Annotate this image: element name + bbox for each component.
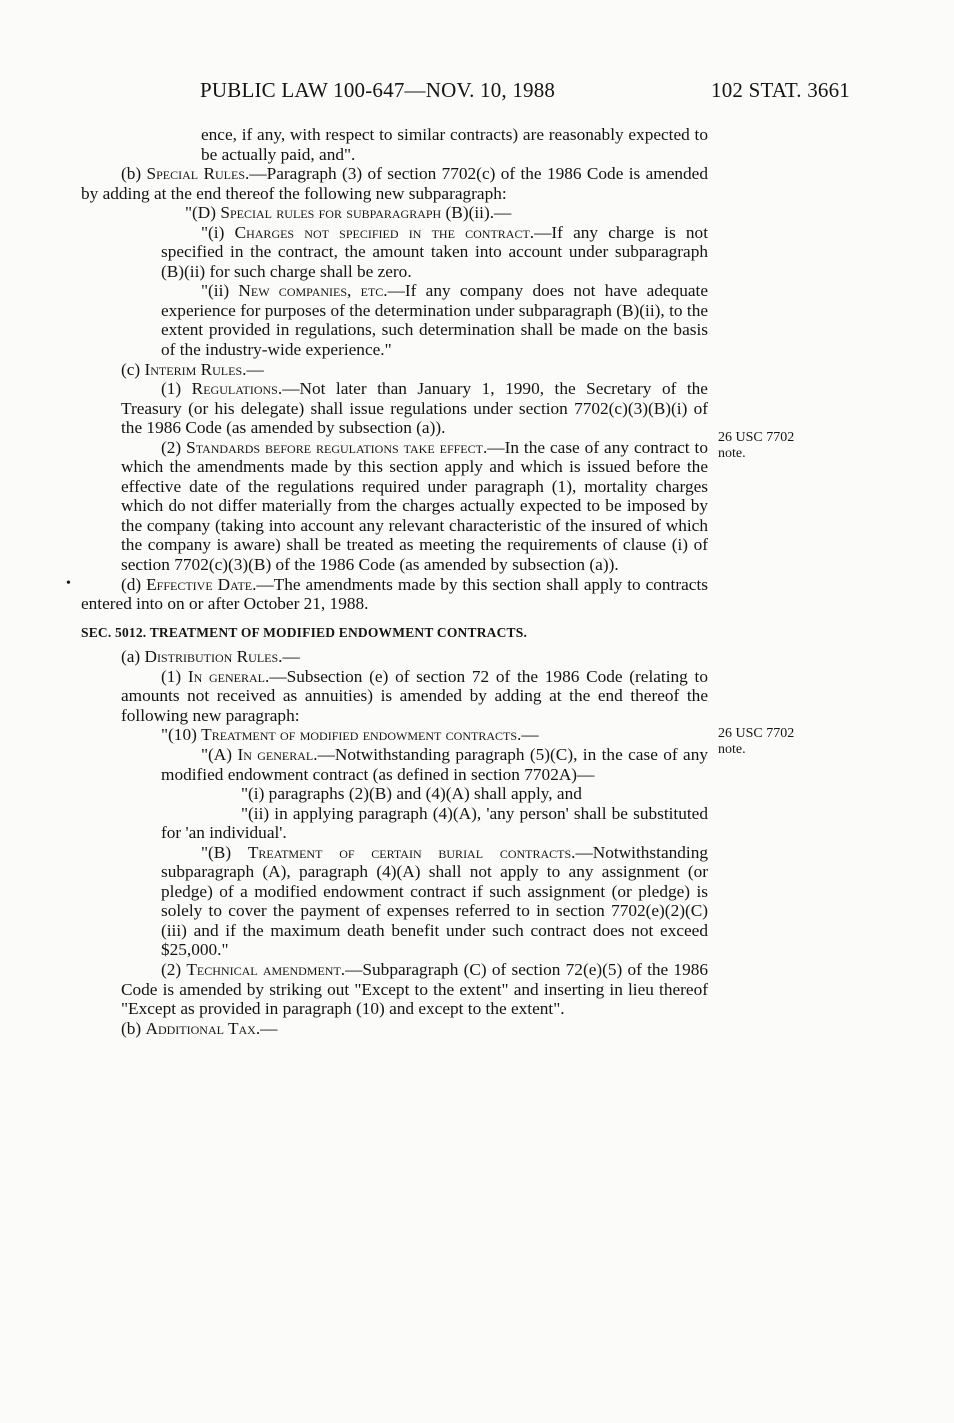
paragraph-heading: Effective Date. xyxy=(146,574,257,594)
paragraph xyxy=(81,360,708,380)
paragraph-label: (a) xyxy=(121,647,145,667)
paragraph-label: (b) xyxy=(121,1018,146,1038)
paragraph-label: "(ii) xyxy=(201,281,239,301)
paragraph xyxy=(81,223,708,282)
paragraph-heading: Standards before regulations take effect. xyxy=(186,437,488,457)
paragraph xyxy=(81,575,708,614)
paragraph-heading: Treatment of modified endowment contracts. xyxy=(201,725,522,745)
paragraph-label: "(D) xyxy=(185,203,221,223)
paragraph-heading: Treatment of certain burial contracts. xyxy=(247,842,576,862)
paragraph xyxy=(81,379,708,438)
paragraph-heading: New companies, etc. xyxy=(238,281,388,301)
margin-note-usc xyxy=(718,430,828,462)
page-header xyxy=(200,78,850,104)
paragraph xyxy=(81,725,708,745)
paragraph xyxy=(81,804,708,843)
paragraph-text: "(i) paragraphs (2)(B) and (4)(A) shall apply, and xyxy=(241,784,582,804)
paragraph-text: —Not later than January 1, 1990, the Secretary of the Treasury (or his delegate) shall issue regulations under section 7702(c)(3)(B)(i) of the 1986 Code (as amended by subsection (a)). xyxy=(121,379,708,438)
paragraph-label: (1) xyxy=(161,379,192,399)
paragraph-label: "(A) xyxy=(201,744,238,764)
margin-note-line2: note. xyxy=(718,446,746,461)
paragraph-label: "(10) xyxy=(161,725,202,745)
paragraph-label: (2) xyxy=(161,959,187,979)
paragraph-text: —If any charge is not specified in the contract, the amount taken into account under subparagraph (B)(ii) for such charge shall be zero. xyxy=(161,222,709,281)
paragraph-text: —If any company does not have adequate experience for purposes of the determination under subparagraph (B)(ii), to the extent provided in regulations, such determination shall be made on the basis of the industry-wide experience." xyxy=(161,281,708,360)
paragraph xyxy=(81,667,708,726)
paragraph xyxy=(81,438,708,575)
paragraph-text: —Subparagraph (C) of section 72(e)(5) of the 1986 Code is amended by striking out "Except to the extent" and inserting in lieu thereof "Except as provided in paragraph (10) and except to the extent". xyxy=(121,959,708,1019)
paragraph xyxy=(81,203,708,223)
paragraph xyxy=(81,784,708,804)
paragraph-heading: Technical amendment. xyxy=(186,959,346,979)
paragraph-label: (2) xyxy=(161,437,187,457)
paragraph-text: — xyxy=(282,647,300,667)
paragraph-text: "(ii) in applying paragraph (4)(A), 'any person' shall be substituted for 'an individual'. xyxy=(161,803,708,843)
paragraph-heading: Charges not specified in the contract. xyxy=(234,222,535,242)
paragraph-heading: Interim Rules. xyxy=(144,359,247,379)
paragraph-text: —Notwithstanding paragraph (5)(C), in the case of any modified endowment contract (as defined in section 7702A)— xyxy=(161,744,708,784)
margin-note-line1: 26 USC 7702 xyxy=(718,726,795,741)
paragraph-label: (b) xyxy=(121,164,147,184)
paragraph-label: "(i) xyxy=(201,222,235,242)
paragraph xyxy=(81,164,708,203)
paragraph-text: — xyxy=(246,359,264,379)
paragraph-label: (d) xyxy=(121,574,147,594)
header-title: PUBLIC LAW 100-647—NOV. 10, 1988 xyxy=(200,78,556,102)
paragraph-label: "(B) xyxy=(201,842,248,862)
paragraph-text: ence, if any, with respect to similar contracts) are reasonably expected to be actually paid, and". xyxy=(201,125,708,164)
paragraph-text: —Notwithstanding subparagraph (A), paragraph (4)(A) shall not apply to any assignment (or pledge) of a modified endowment contract if such assignment (or pledge) is solely to cover the payment of expenses referred to in section 7702(e)(2)(C)(iii) and if the maximum death benefit under such contract does not exceed $25,000." xyxy=(161,842,708,960)
paragraph xyxy=(81,647,708,667)
paragraph-heading: In general. xyxy=(237,744,318,764)
paragraph-text: —The amendments made by this section shall apply to contracts entered into on or after October 21, 1988. xyxy=(81,574,708,614)
paragraph-text: (B)(ii).— xyxy=(441,203,512,223)
paragraph-heading: Special rules for subparagraph xyxy=(220,203,442,223)
paragraph xyxy=(81,960,708,1019)
paragraph-heading: Special Rules. xyxy=(146,164,250,184)
stray-mark: • xyxy=(66,576,71,591)
section-heading: SEC. 5012. TREATMENT OF MODIFIED ENDOWMENT CONTRACTS. xyxy=(81,624,528,640)
paragraph-text: —In the case of any contract to which the amendments made by this section apply and which is issued before the effective date of the regulations required under paragraph (1), mortality charges which do not differ materially from the charges actually expected to be imposed by the company (taking into account any relevant characteristic of the insured of which the company is aware) shall be treated as meeting the requirements of clause (i) of section 7702(c)(3)(B) of the 1986 Code (as amended by subsection (a)). xyxy=(121,437,708,575)
paragraph-label: (1) xyxy=(161,666,188,686)
paragraph xyxy=(81,125,708,164)
paragraph-text: —Subsection (e) of section 72 of the 1986 Code (relating to amounts not received as annuities) is amended by adding at the end thereof the following new paragraph: xyxy=(121,666,708,725)
paragraph-text: —Paragraph (3) of section 7702(c) of the 1986 Code is amended by adding at the end thereof the following new subparagraph: xyxy=(81,164,708,203)
paragraph xyxy=(81,843,708,960)
paragraph-heading: Additional Tax. xyxy=(145,1018,261,1038)
paragraph-heading: Regulations. xyxy=(191,379,283,399)
document-body xyxy=(81,125,708,1038)
paragraph xyxy=(81,1019,708,1039)
header-stat-page: 102 STAT. 3661 xyxy=(711,78,850,102)
paragraph-text: — xyxy=(521,725,539,745)
paragraph-heading: Distribution Rules. xyxy=(144,647,283,667)
margin-note-line1: 26 USC 7702 xyxy=(718,430,795,445)
margin-note-usc xyxy=(718,726,828,758)
paragraph-label: (c) xyxy=(121,359,145,379)
margin-note-line2: note. xyxy=(718,742,746,757)
paragraph xyxy=(81,745,708,784)
paragraph-heading: In general. xyxy=(187,666,270,686)
paragraph xyxy=(81,281,708,359)
paragraph-text: — xyxy=(260,1018,278,1038)
